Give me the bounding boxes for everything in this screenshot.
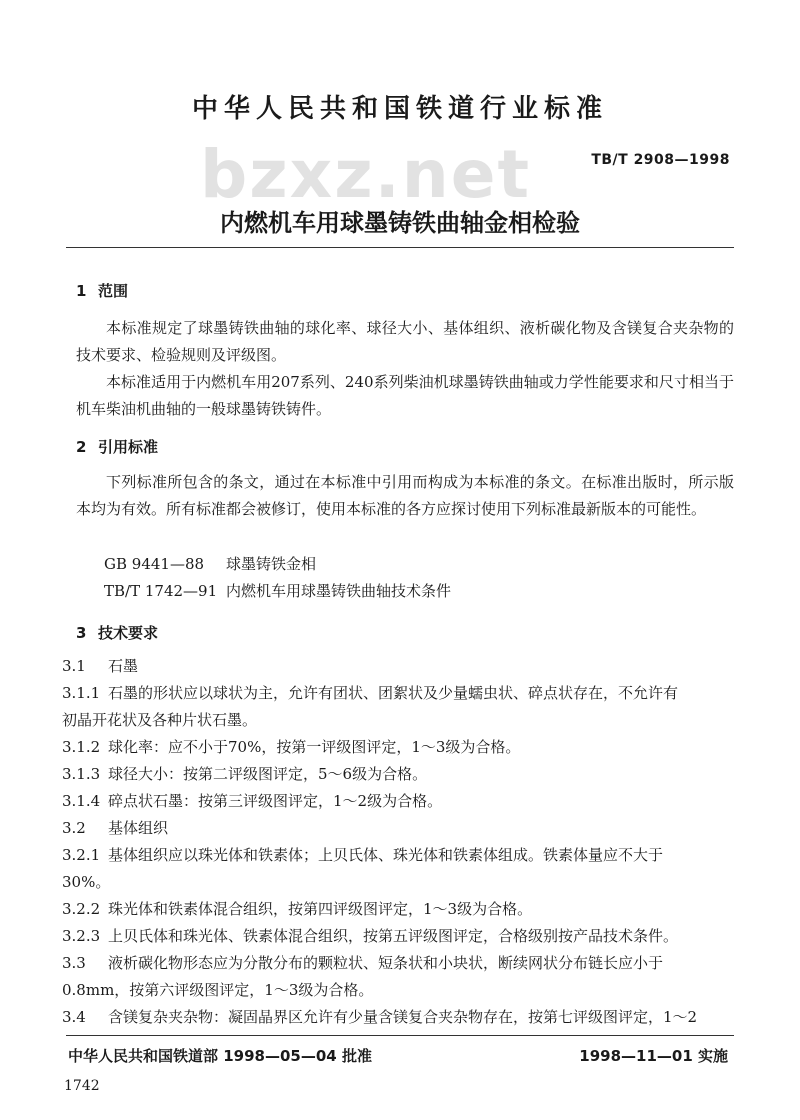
clause-line (62, 952, 663, 973)
section-2-heading (76, 436, 158, 457)
watermark: bzxz.net (200, 136, 532, 213)
clause-line (62, 682, 678, 703)
section-number: 3 (76, 624, 87, 642)
clause-text: 含镁复杂夹杂物：凝固晶界区允许有少量含镁复合夹杂物存在，按第七评级图评定，1～2 (108, 1008, 698, 1026)
clause-number: 3.2.1 (62, 846, 101, 864)
clause-text: 30%。 (62, 873, 111, 891)
issuing-authority: 中华人民共和国铁道行业标准 (191, 94, 608, 124)
clause-text: 基体组织应以珠光体和铁素体；上贝氏体、珠光体和铁素体组成。铁素体量应不大于 (108, 846, 664, 864)
section-title: 引用标准 (98, 438, 159, 456)
reference-item (104, 553, 316, 574)
clause-line (62, 898, 532, 919)
clause-line (62, 655, 138, 676)
section-title: 范围 (98, 282, 129, 300)
clause-number: 3.2 (62, 819, 86, 837)
header-divider (66, 247, 734, 248)
clause-text: 石墨的形状应以球状为主，允许有团状、团絮状及少量蠕虫状、碎点状存在，不允许有 (108, 684, 679, 702)
section-number: 1 (76, 282, 87, 300)
document-title: 内燃机车用球墨铸铁曲轴金相检验 (220, 209, 580, 237)
clause-line (62, 871, 110, 892)
clause-number: 3.1 (62, 657, 86, 675)
clause-line (62, 763, 427, 784)
clause-text: 上贝氏体和珠光体、铁素体混合组织，按第五评级图评定，合格级别按产品技术条件。 (108, 927, 679, 945)
clause-number: 3.4 (62, 1008, 86, 1026)
clause-number: 3.2.2 (62, 900, 101, 918)
reference-title: 球墨铸铁金相 (226, 555, 317, 573)
approval-line: 中华人民共和国铁道部 1998—05—04 批准 (68, 1047, 372, 1065)
section-title: 技术要求 (98, 624, 159, 642)
clause-text: 液析碳化物形态应为分散分布的颗粒状、短条状和小块状，断续网状分布链长应小于 (108, 954, 664, 972)
clause-line (62, 709, 257, 730)
clause-line (62, 844, 663, 865)
clause-line (62, 817, 168, 838)
clause-text: 球化率：应不小于70%，按第一评级图评定，1～3级为合格。 (108, 738, 521, 756)
clause-text: 珠光体和铁素体混合组织，按第四评级图评定，1～3级为合格。 (108, 900, 533, 918)
reference-code: TB/T 1742—91 (104, 582, 218, 600)
clause-number: 3.1.2 (62, 738, 101, 756)
clause-line (62, 979, 373, 1000)
clause-number: 3.3 (62, 954, 86, 972)
section-3-heading (76, 622, 158, 643)
clause-line (62, 790, 442, 811)
clause-text: 石墨 (108, 657, 139, 675)
clause-number: 3.2.3 (62, 927, 101, 945)
reference-item (104, 580, 451, 601)
implementation-date: 1998—11—01 实施 (579, 1047, 728, 1065)
footer-divider (66, 1035, 734, 1036)
section-1-paragraph-2: 本标准适用于内燃机车用207系列、240系列柴油机球墨铸铁曲轴或力学性能要求和尺寸相当于机车柴油机曲轴的一般球墨铸铁铸件。 (76, 373, 734, 418)
clause-line (62, 1006, 697, 1027)
clause-line (62, 736, 520, 757)
clause-number: 3.1.4 (62, 792, 101, 810)
clause-text: 碎点状石墨：按第三评级图评定，1～2级为合格。 (108, 792, 443, 810)
page-number: 1742 (64, 1078, 100, 1094)
section-1-heading (76, 280, 128, 301)
clause-number: 3.1.3 (62, 765, 101, 783)
clause-number: 3.1.1 (62, 684, 101, 702)
standard-code: TB/T 2908—1998 (591, 152, 730, 168)
clause-text: 基体组织 (108, 819, 169, 837)
clause-line (62, 925, 678, 946)
clause-text: 0.8mm，按第六评级图评定，1～3级为合格。 (62, 981, 374, 999)
section-1-paragraph-1: 本标准规定了球墨铸铁曲轴的球化率、球径大小、基体组织、液析碳化物及含镁复合夹杂物的技术要求、检验规则及评级图。 (76, 319, 734, 364)
section-number: 2 (76, 438, 87, 456)
section-2-paragraph: 下列标准所包含的条文，通过在本标准中引用而构成为本标准的条文。在标准出版时，所示版本均为有效。所有标准都会被修订，使用本标准的各方应探讨使用下列标准最新版本的可能性。 (76, 473, 734, 518)
clause-text: 球径大小：按第二评级图评定，5～6级为合格。 (108, 765, 428, 783)
reference-code: GB 9441—88 (104, 555, 205, 573)
clause-text: 初晶开花状及各种片状石墨。 (62, 711, 258, 729)
reference-title: 内燃机车用球墨铸铁曲轴技术条件 (226, 582, 452, 600)
